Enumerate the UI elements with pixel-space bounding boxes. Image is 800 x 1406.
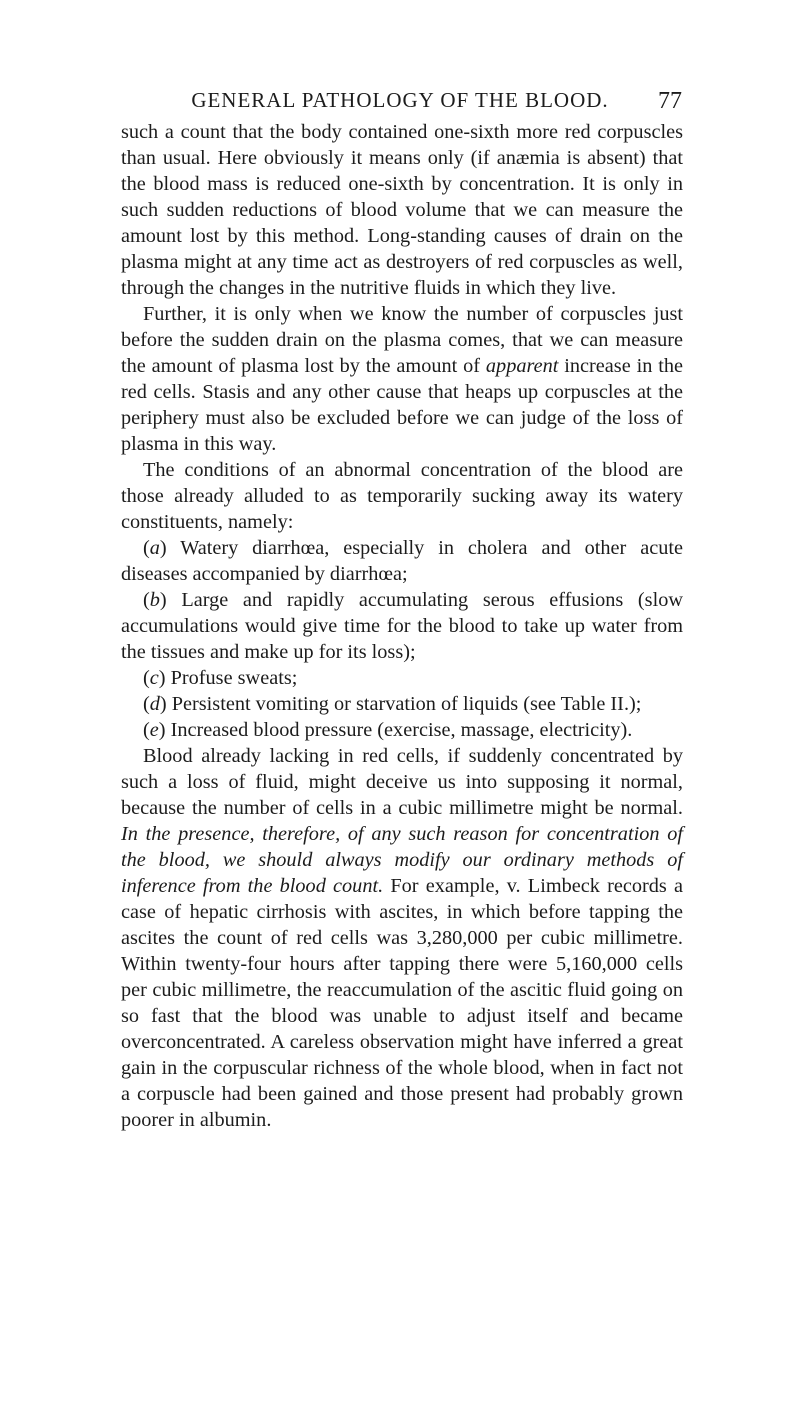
list-item: (e) Increased blood pressure (exercise, massage, electricity).: [143, 719, 633, 741]
list-item: (d) Persistent vomiting or starvation of liquids (see Table II.);: [143, 693, 642, 715]
list-item-text: Large and rapidly accumulating serous effusions (slow accumulations would give time for the blood to take up water from the tissues and make up for its loss);: [121, 589, 683, 663]
emphasis-apparent: apparent: [485, 355, 559, 377]
list-marker: e: [149, 719, 159, 741]
paragraph-2-text-a: Further, it is only when we know the number of corpuscles just before the sudden drain on the plasma comes, that we can measure the amount of plasma lost by the amount of: [121, 303, 683, 377]
paragraph-4: [121, 743, 683, 1133]
paragraph-4-text-b: For example, v. Limbeck records a case of hepatic cirrhosis with ascites, in which before tapping the ascites the count of red cells was 3,280,000 per cubic millimetre. Within twenty-four hours after tapping there were 5,160,000 cells per cubic millimetre, the reaccumulation of the ascitic fluid going on so fast that the blood was unable to adjust itself and became overconcentrated. A careless observation might have inferred a great gain in the corpuscular richness of the whole blood, when in fact not a corpuscle had been gained and those present had probably grown poorer in albumin.: [121, 875, 683, 1131]
emphasis-inference: In the presence, therefore, of any such reason for concentration of the blood, we should always modify our ordinary methods of inference from the blood count.: [121, 823, 683, 897]
body-text: [121, 119, 683, 1133]
list-item: (b) Large and rapidly accumulating serous effusions (slow accumulations would give time for the blood to take up water from the tissues and make up for its loss);: [121, 589, 683, 663]
paragraph-4-text-a: Blood already lacking in red cells, if suddenly concentrated by such a loss of fluid, might deceive us into supposing it normal, because the number of cells in a cubic millimetre might be normal.: [121, 745, 683, 819]
paragraph-1: such a count that the body contained one-sixth more red corpuscles than usual. Here obviously it means only (if anæmia is absent) that the blood mass is reduced one-sixth by concentration. It is only in such sudden reductions of blood volume that we can measure the amount lost by this method. Long-standing causes of drain on the plasma might at any time act as destroyers of red corpuscles as well, through the changes in the nutritive fluids in which they live.: [121, 121, 683, 299]
paragraph-3: The conditions of an abnormal concentration of the blood are those already alluded to as temporarily sucking away its watery constituents, namely:: [121, 459, 683, 533]
running-title: GENERAL PATHOLOGY OF THE BLOOD.: [191, 88, 609, 112]
page-number: 77: [658, 88, 682, 114]
list-marker: b: [149, 589, 160, 611]
page-header: [0, 88, 800, 118]
list-marker: a: [149, 537, 160, 559]
list-item-text: Increased blood pressure (exercise, massage, electricity).: [165, 719, 633, 741]
list-item-text: Watery diarrhœa, especially in cholera and other acute diseases accompanied by diarrhœa;: [121, 537, 683, 585]
list-item-text: Persistent vomiting or starvation of liquids (see Table II.);: [166, 693, 642, 715]
paragraph-2-text-b: increase in the red cells. Stasis and any other cause that heaps up corpuscles at the periphery must also be excluded before we can judge of the loss of plasma in this way.: [121, 355, 683, 455]
list-item-text: Profuse sweats;: [165, 667, 298, 689]
list-item: (c) Profuse sweats;: [143, 667, 298, 689]
list-marker: c: [149, 667, 159, 689]
paragraph-2: [121, 301, 683, 457]
list-marker: d: [149, 693, 160, 715]
list-item: (a) Watery diarrhœa, especially in cholera and other acute diseases accompanied by diarrhœa;: [121, 537, 683, 585]
